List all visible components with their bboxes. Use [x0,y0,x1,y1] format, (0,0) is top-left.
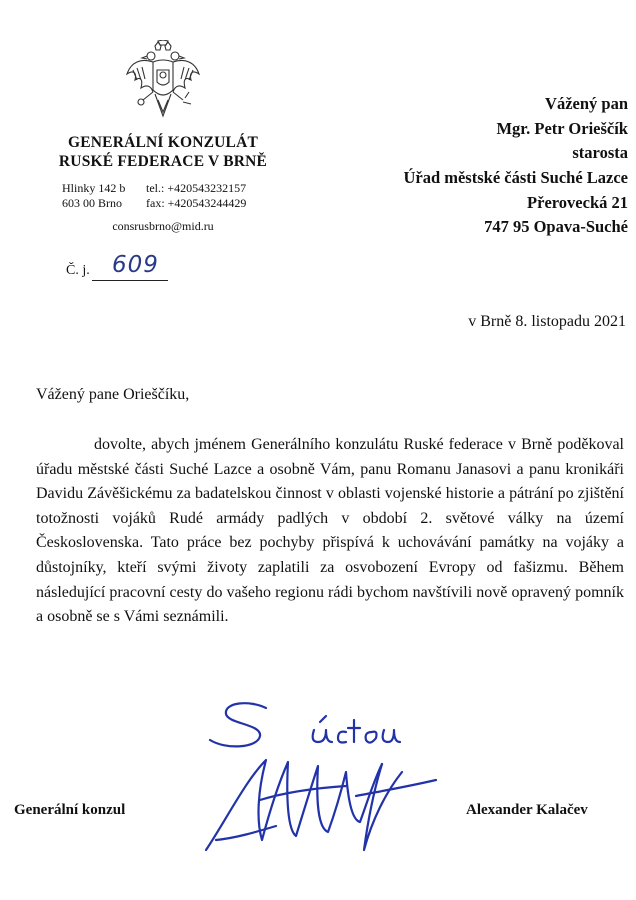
phone-number: tel.: +420543232157 [146,181,247,195]
double-headed-eagle-icon [125,40,201,124]
recipient-name: Mgr. Petr Orieščík [496,119,628,138]
address-city: 603 00 Brno [62,196,122,210]
signer-title: Generální konzul [14,802,126,818]
recipient-role: starosta [572,143,628,162]
recipient-salutation: Vážený pan [545,94,628,113]
letter-date: v Brně 8. listopadu 2021 [468,313,626,330]
reference-label: Č. j. [66,263,90,278]
recipient-office: Úřad městské části Suché Lazce [403,168,628,187]
reference-number: 609 [112,252,159,278]
greeting: Vážený pane Orieščíku, [36,386,190,403]
fax-number: fax: +420543244429 [146,196,247,210]
address-street: Hlinky 142 b [62,181,126,195]
email-address: consrusbrno@mid.ru [112,219,214,233]
signer-name: Alexander Kalačev [466,802,588,818]
consulate-name-line1: GENERÁLNÍ KONZULÁT [67,134,259,151]
recipient-city: 747 95 Opava-Suché [484,217,628,236]
consulate-name-line2: RUSKÉ FEDERACE V BRNĚ [58,153,268,170]
letter-body: dovolte, abych jménem Generálního konzulátu Ruské federace v Brně poděkoval úřadu městské části Suché Lazce a osobně Vám, panu Romanu Janasovi a panu kronikáři Davidu Závěšickému za badatelskou činnost v oblasti vojenské historie a pátrání po zjištění totožnosti vojáků Rudé armády padlých v období 2. světové války na území Československa. Tato práce bez pochyby přispívá k uchovávání památky na vojáky a důstojníky, kteří svými životy zaplatili za osvobození Evropy od fašizmu. Během následující pracovní cesty do vašeho regionu rádi bychom navštívili nově opravený pomník a osobně se s Vámi seznámili. [36,436,624,626]
reference-underline [92,280,168,281]
handwritten-signature [196,700,446,870]
recipient-street: Přerovecká 21 [527,193,628,212]
